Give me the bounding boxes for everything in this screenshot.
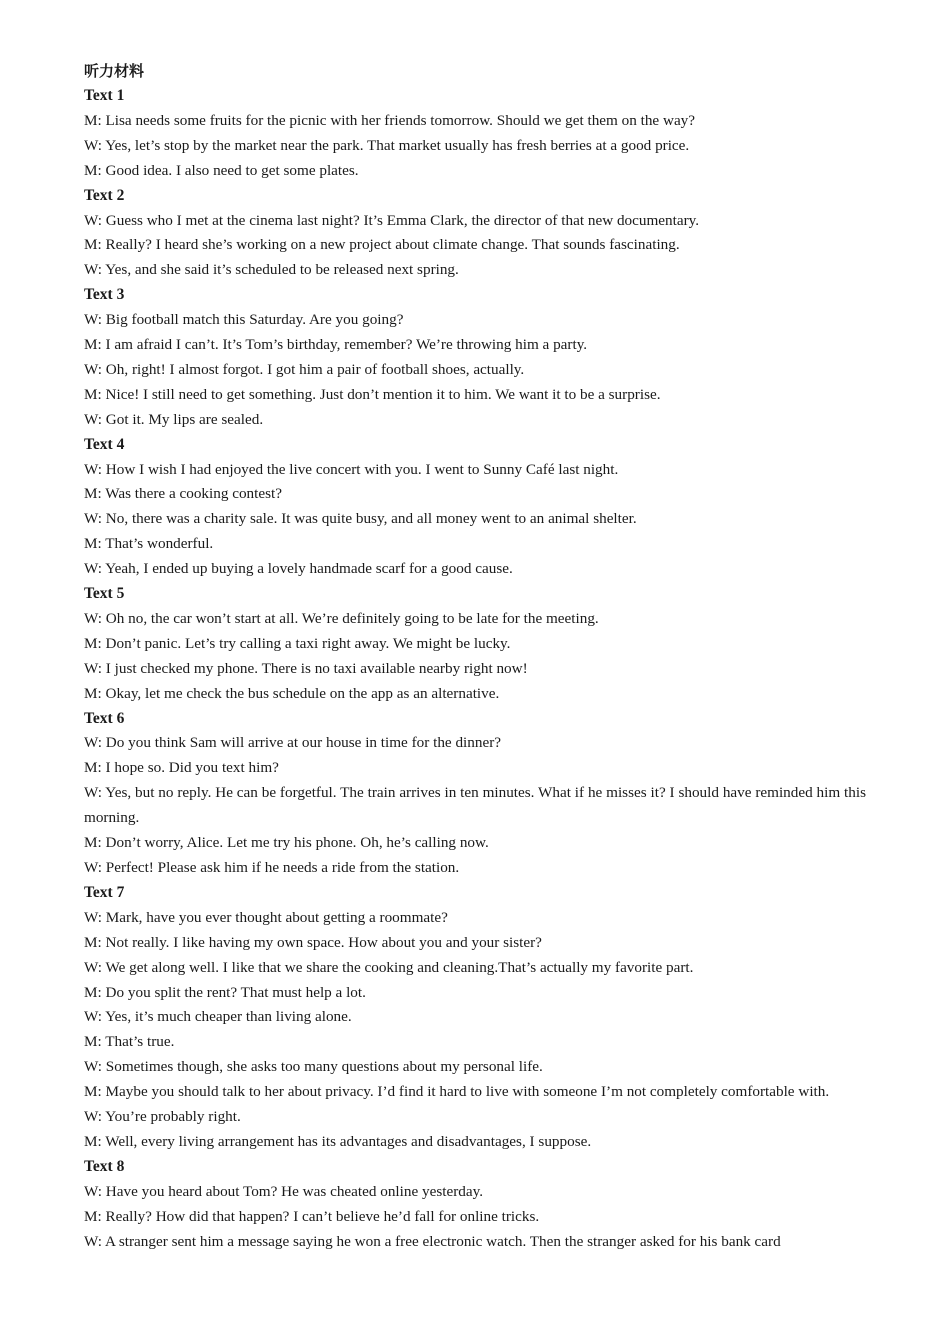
dialogue-line: W: Yes, let’s stop by the market near the park. That market usually has fresh berries at a good price. <box>84 136 690 154</box>
dialogue-line: W: Oh no, the car won’t start at all. We’re definitely going to be late for the meeting. <box>84 609 599 627</box>
dialogue-line: W: Sometimes though, she asks too many questions about my personal life. <box>84 1058 543 1076</box>
dialogue-line: M: Good idea. I also need to get some plates. <box>84 161 359 179</box>
dialogue-line: W: Perfect! Please ask him if he needs a ride from the station. <box>84 859 460 876</box>
dialogue-line: M: That’s true. <box>84 1033 175 1051</box>
section-heading: Text 3 <box>84 286 125 304</box>
dialogue-line: M: Lisa needs some fruits for the picnic with her friends tomorrow. Should we get them on the way? <box>84 111 696 129</box>
page-title: 听力材料 <box>84 62 145 80</box>
dialogue-line: W: Got it. My lips are sealed. <box>84 410 264 428</box>
dialogue-line: M: Do you split the rent? That must help a lot. <box>84 983 366 1001</box>
dialogue-line: W: Have you heard about Tom? He was cheated online yesterday. <box>84 1182 484 1200</box>
dialogue-line: M: Not really. I like having my own space. How about you and your sister? <box>84 933 542 951</box>
dialogue-line: M: I am afraid I can’t. It’s Tom’s birthday, remember? We’re throwing him a party. <box>84 336 588 354</box>
section-heading: Text 7 <box>84 883 125 901</box>
dialogue-line: M: Really? How did that happen? I can’t believe he’d fall for online tricks. <box>84 1207 540 1225</box>
dialogue-line: W: How I wish I had enjoyed the live concert with you. I went to Sunny Café last night. <box>84 460 619 478</box>
transcript-page <box>84 59 866 1254</box>
dialogue-line: W: No, there was a charity sale. It was quite busy, and all money went to an animal shelter. <box>84 510 637 528</box>
dialogue-section <box>84 1155 866 1255</box>
dialogue-section <box>84 283 866 432</box>
dialogue-line: W: Yeah, I ended up buying a lovely handmade scarf for a good cause. <box>84 560 513 578</box>
dialogue-line: M: Nice! I still need to get something. Just don’t mention it to him. We want it to be a surprise. <box>84 385 661 403</box>
dialogue-line: W: Guess who I met at the cinema last night? It’s Emma Clark, the director of that new documentary. <box>84 211 700 229</box>
dialogue-line: M: Maybe you should talk to her about privacy. I’d find it hard to live with someone I’m not completely comfortable with. <box>84 1083 830 1101</box>
dialogue-line: M: I hope so. Did you text him? <box>84 759 279 777</box>
section-heading: Text 6 <box>84 709 125 727</box>
dialogue-line: W: Oh, right! I almost forgot. I got him a pair of football shoes, actually. <box>84 360 525 378</box>
dialogue-line: M: Was there a cooking contest? <box>84 485 282 503</box>
transcript-body <box>84 84 866 1254</box>
dialogue-section <box>84 84 866 184</box>
dialogue-section <box>84 433 866 582</box>
dialogue-line: M: Really? I heard she’s working on a new project about climate change. That sounds fascinating. <box>84 236 680 254</box>
dialogue-section <box>84 707 866 881</box>
section-heading: Text 2 <box>84 186 125 204</box>
dialogue-section <box>84 881 866 1155</box>
dialogue-line: M: That’s wonderful. <box>84 535 214 553</box>
section-heading: Text 4 <box>84 435 125 453</box>
dialogue-line: W: I just checked my phone. There is no taxi available nearby right now! <box>84 659 528 677</box>
dialogue-line: W: Yes, and she said it’s scheduled to be released next spring. <box>84 261 459 279</box>
dialogue-line: M: Don’t panic. Let’s try calling a taxi right away. We might be lucky. <box>84 634 511 652</box>
dialogue-section <box>84 184 866 284</box>
dialogue-line: W: Yes, but no reply. He can be forgetful. The train arrives in ten minutes. What if he misses it? I should have reminded him this morning. <box>84 784 866 827</box>
dialogue-line: M: Don’t worry, Alice. Let me try his phone. Oh, he’s calling now. <box>84 834 489 852</box>
dialogue-line: W: We get along well. I like that we share the cooking and cleaning.That’s actually my favorite part. <box>84 958 694 976</box>
section-heading: Text 5 <box>84 585 125 603</box>
section-heading: Text 8 <box>84 1157 125 1175</box>
dialogue-section <box>84 582 866 707</box>
dialogue-line: W: Big football match this Saturday. Are you going? <box>84 311 404 329</box>
dialogue-line: M: Okay, let me check the bus schedule on the app as an alternative. <box>84 684 500 702</box>
dialogue-line: W: Do you think Sam will arrive at our house in time for the dinner? <box>84 734 501 752</box>
section-heading: Text 1 <box>84 87 125 104</box>
dialogue-line: W: Yes, it’s much cheaper than living alone. <box>84 1008 352 1026</box>
dialogue-line: W: Mark, have you ever thought about getting a roommate? <box>84 908 448 926</box>
dialogue-line: M: Well, every living arrangement has its advantages and disadvantages, I suppose. <box>84 1132 592 1150</box>
dialogue-line: W: A stranger sent him a message saying he won a free electronic watch. Then the stranger asked for his bank card <box>84 1232 781 1250</box>
dialogue-line: W: You’re probably right. <box>84 1108 241 1126</box>
